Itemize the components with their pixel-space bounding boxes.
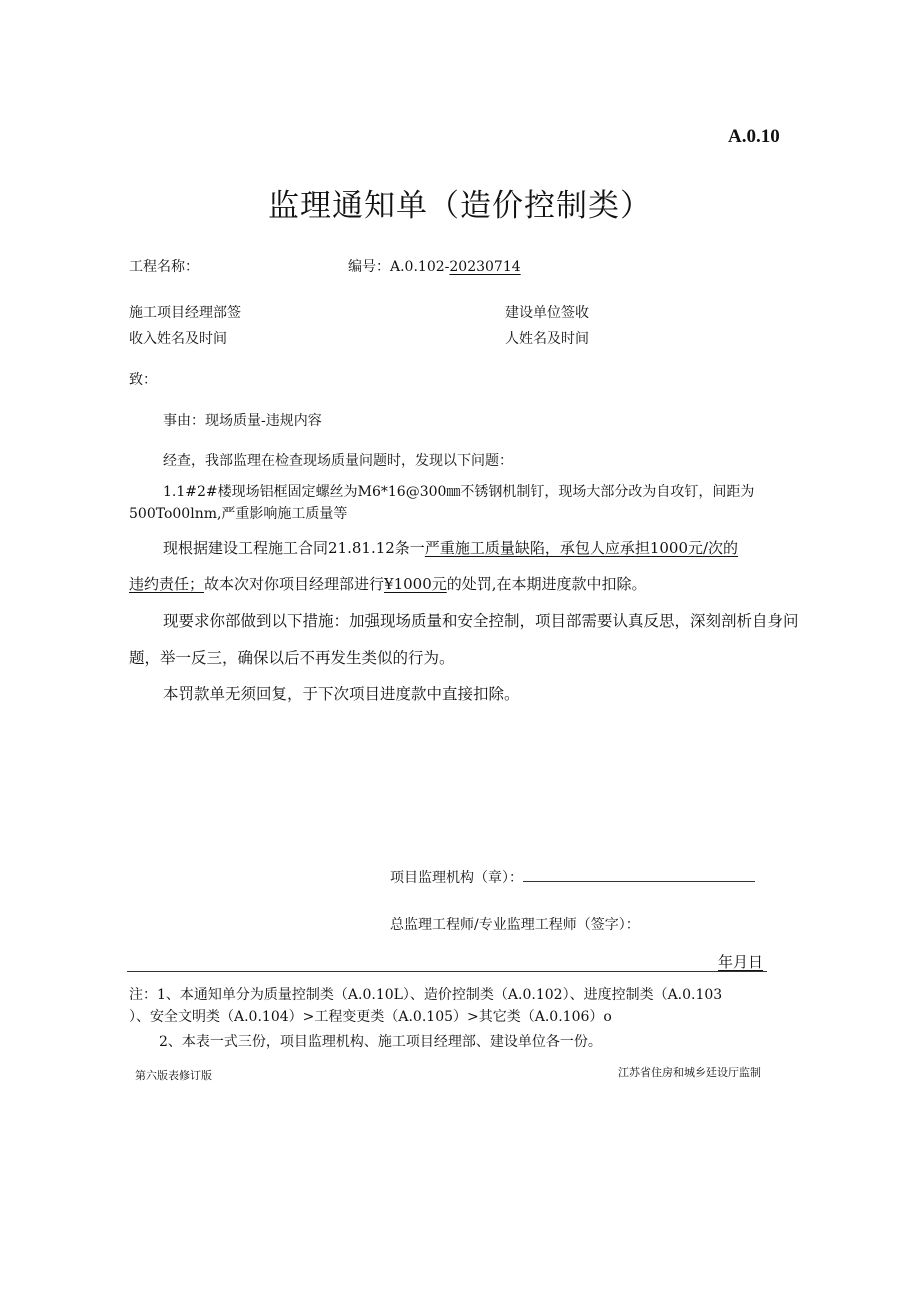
penalty-amount: ¥1000元 — [384, 575, 447, 593]
footer-edition: 第六版表修订版 — [135, 1069, 212, 1082]
note2: 2、本表一式三份，项目监理机构、施工项目经理部、建设单位各一份。 — [159, 1034, 602, 1050]
divider — [127, 971, 767, 972]
contract-basis-text: 现根据建设工程施工合同21.81.12条一 — [163, 539, 425, 557]
owner-signoff-line1: 建设单位签收 — [505, 305, 589, 321]
date-label: 年月日 — [718, 953, 764, 971]
contractor-signoff-line1: 施工项目经理部签 — [129, 305, 241, 321]
penalty-line — [129, 573, 647, 594]
contract-basis-underlined: 严重施工质量缺陷，承包人应承担1000元/次的 — [424, 539, 739, 557]
penalty-pre: 故本次对你项目经理部进行 — [204, 575, 385, 593]
subject-line: 事由：现场质量-违规内容 — [163, 413, 322, 429]
no-reply-notice: 本罚款单无须回复，于下次项目进度款中直接扣除。 — [163, 685, 520, 703]
document-number — [348, 256, 521, 276]
form-code: A.0.10 — [728, 126, 780, 147]
liability-underlined: 违约责任； — [129, 575, 205, 593]
measures-line2: 题，举一反三，确保以后不再发生类似的行为。 — [129, 649, 455, 667]
inspection-intro: 经查，我部监理在检查现场质量问题时，发现以下问题： — [163, 453, 513, 469]
measures-line1: 现要求你部做到以下措施：加强现场质量和安全控制，项目部需要认真反思，深刻剖析自身问 — [163, 612, 799, 630]
penalty-post: 的处罚,在本期进度款中扣除。 — [446, 575, 647, 593]
issue-item1-line2: 500To00lnm,严重影响施工质量等 — [129, 506, 348, 522]
contract-basis-line — [163, 537, 738, 558]
note1-line1: 注：1、本通知单分为质量控制类（A.0.10L）、造价控制类（A.0.102）、进度控制类（A.0.103 — [129, 987, 723, 1003]
number-prefix: 编号：A.0.102- — [348, 259, 450, 275]
agency-seal-line[interactable] — [523, 867, 755, 882]
issue-item1-line1: 1.1#2#楼现场铝框固定螺丝为M6*16@300㎜不锈钢机制钉，现场大部分改为自攻钉，间距为 — [163, 484, 755, 500]
project-name-label: 工程名称： — [129, 259, 199, 275]
engineer-signature-label: 总监理工程师/专业监理工程师（签字）： — [390, 917, 640, 933]
contractor-signoff-line2: 收入姓名及时间 — [129, 331, 227, 347]
to-label: 致： — [129, 372, 157, 388]
agency-seal-label: 项目监理机构（章）： — [390, 870, 523, 886]
owner-signoff-line2: 人姓名及时间 — [505, 331, 589, 347]
number-value: 20230714 — [449, 259, 521, 275]
footer-issuer: 江苏省住房和城乡廷设厅监制 — [618, 1066, 761, 1079]
page-title: 监理通知单（造价控制类） — [268, 188, 652, 224]
agency-seal-row — [390, 867, 755, 887]
note1-line2: ）、安全文明类（A.0.104）>工程变更类（A.0.105）>其它类（A.0.106）o — [129, 1009, 612, 1025]
